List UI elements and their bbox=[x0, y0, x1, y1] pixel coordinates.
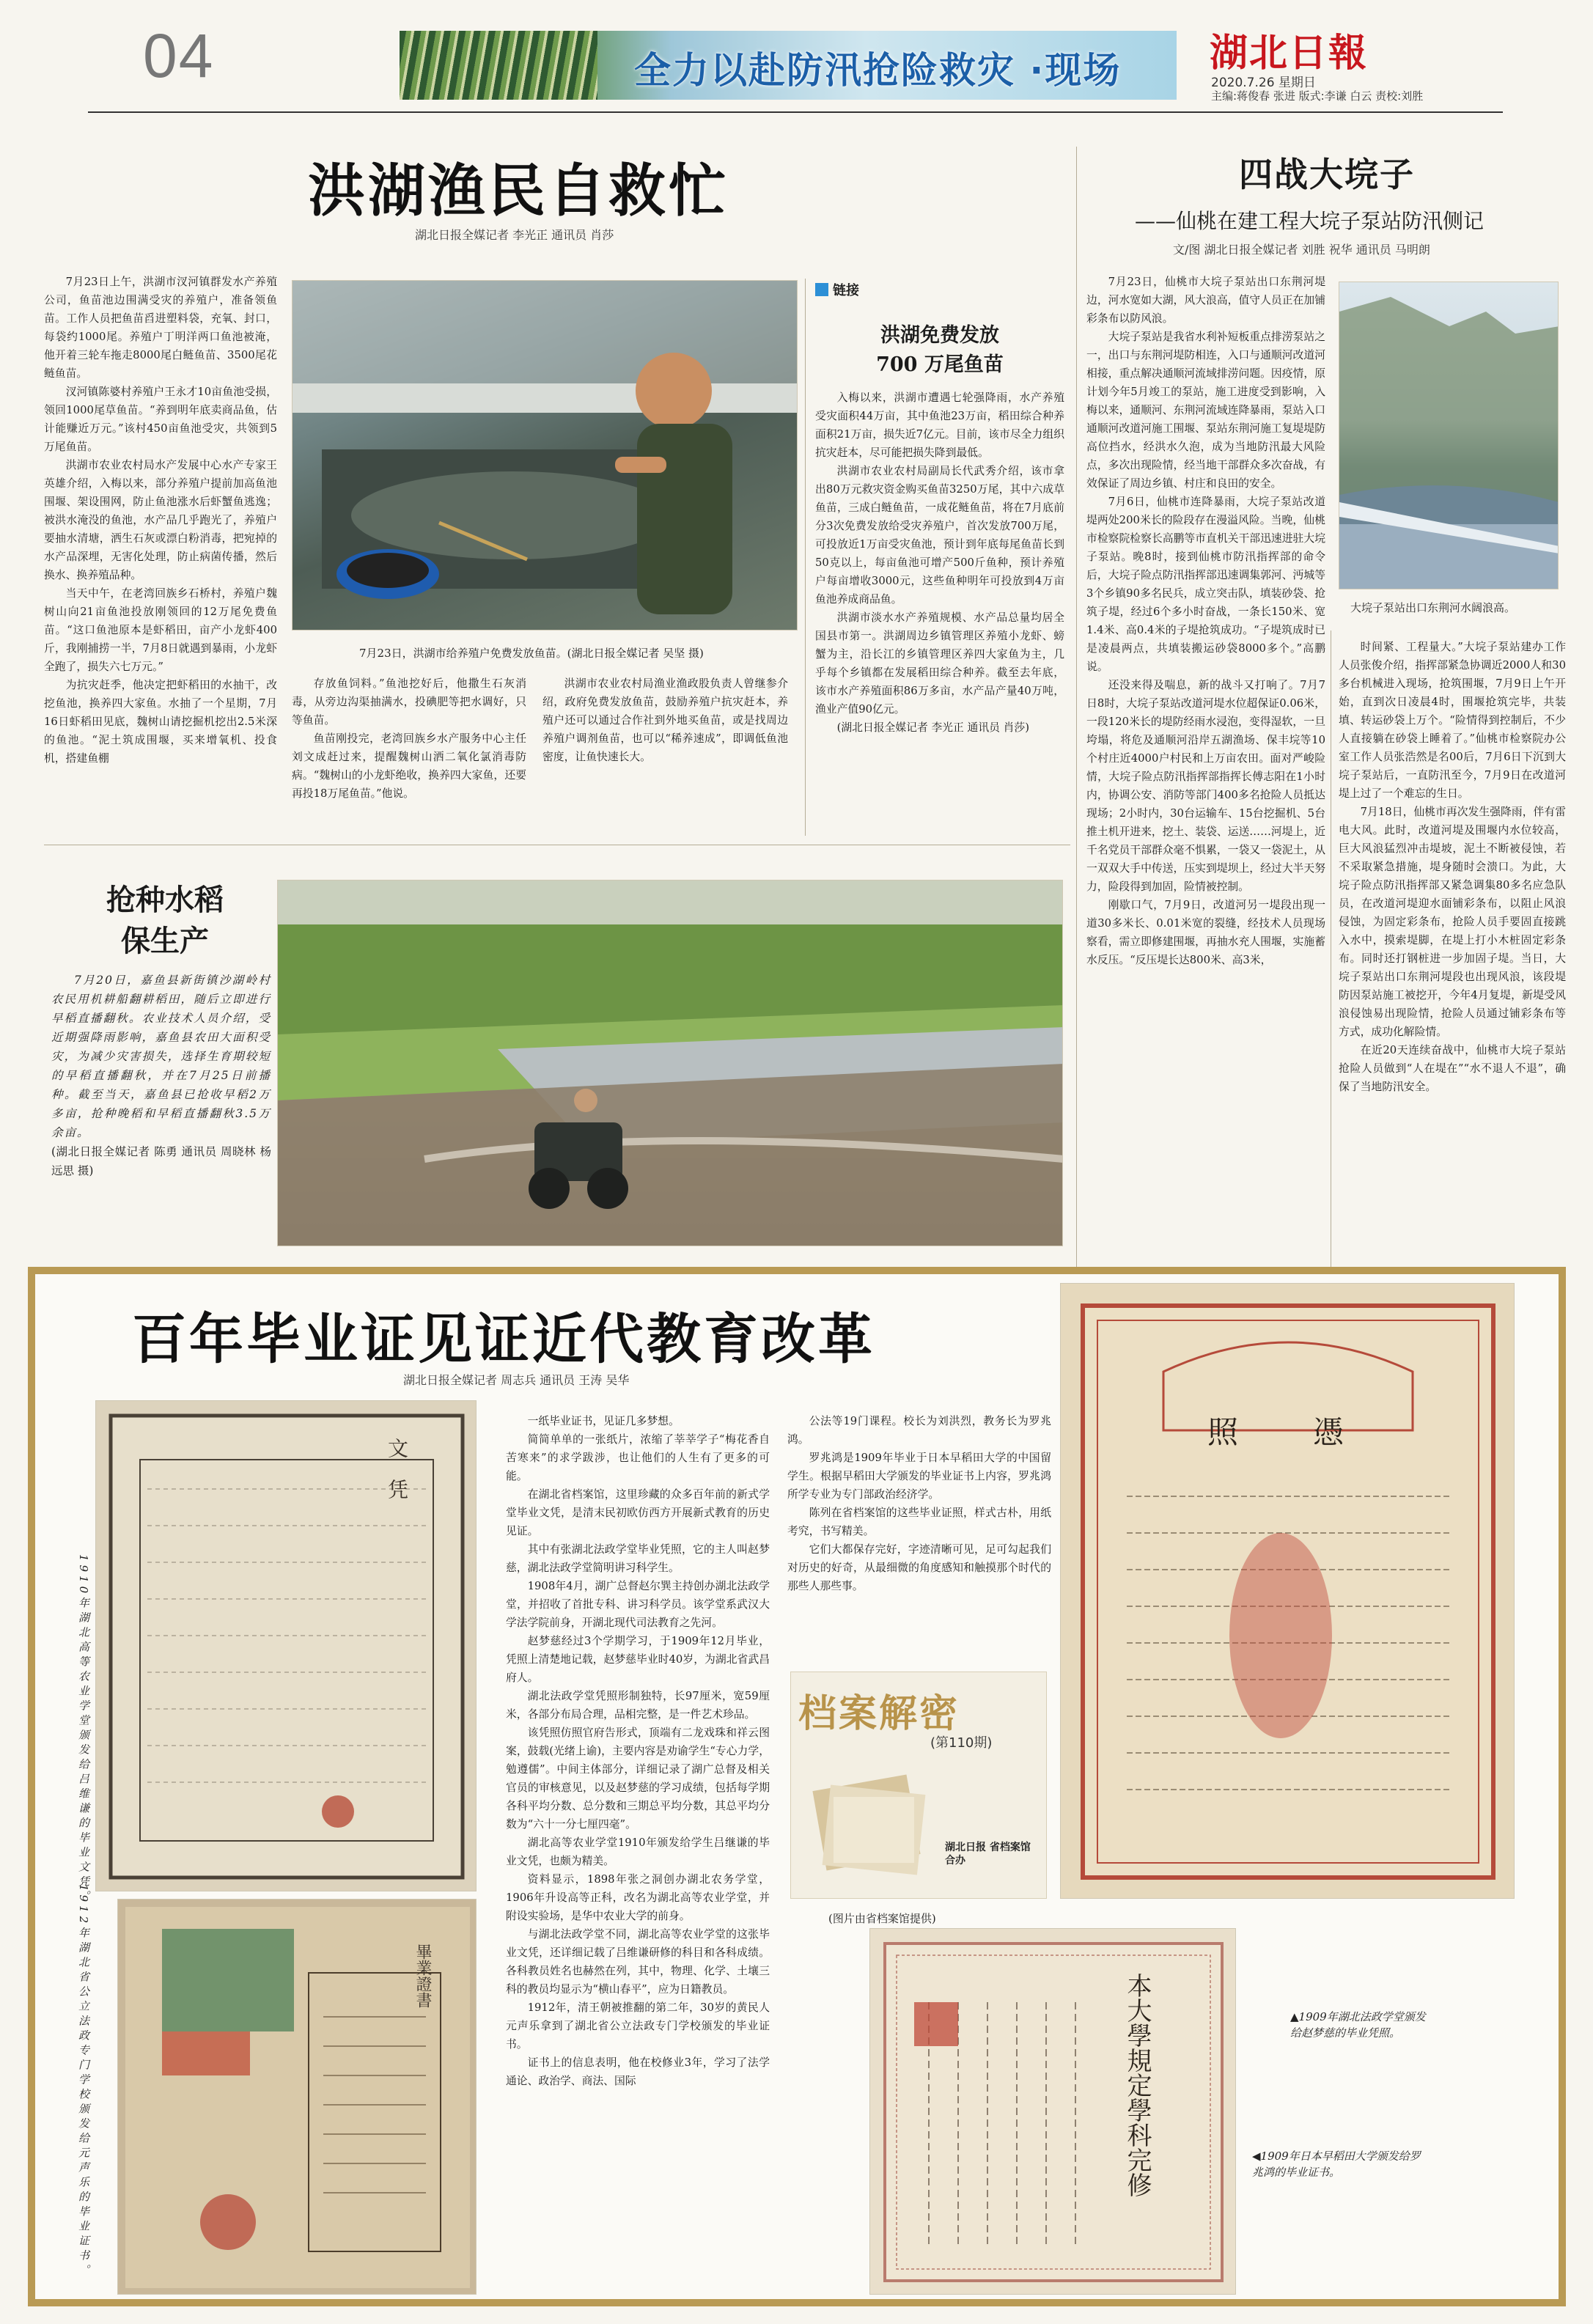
banner-title: 全力以赴防汛抢险救灾 ·现场 bbox=[634, 49, 1122, 92]
pumping-station-photo-caption: 大垸子泵站出口东荆河水阔浪高。 bbox=[1350, 601, 1516, 614]
caption-1912-diploma: 1912年湖北省公立法政专门学校颁发给元声乐的毕业证书。 bbox=[77, 1884, 90, 2279]
sidebar-tag bbox=[815, 280, 859, 299]
banner bbox=[400, 31, 1177, 100]
archive-photo-credit: (图片由省档案馆提供) bbox=[828, 1912, 936, 1925]
story4-byline: 湖北日报全媒记者 周志兵 通讯员 王涛 吴华 bbox=[403, 1373, 630, 1387]
sidebar-headline: 洪湖免费发放 700 万尾鱼苗 bbox=[876, 324, 1004, 376]
story2-col2: 时间紧、工程量大。”大垸子泵站建办工作人员张俊介绍，指挥部紧急协调近2000人和30多台机械进入现场，抢筑围堰，7月9日上午开始，直到次日凌晨4时，围堰抢筑完毕，共装填、转运砂袋上万个。“险情得到控制后，不少人直接躺在砂袋上睡着了。”仙桃市检察院办公室工作人员张浩然是名00后，7月6日下沉到大垸子泵站后，一直防汛至今，7月9日在改道河堤上过了一个难忘的生日。 7月18日，仙桃市再次发生强降雨，伴有雷电大风。此时，改道河堤及围堰内水位较高，巨大风浪猛烈冲击堤坡，泥土不断被侵蚀，若不采取紧急措施，堤身随时会溃口。为此，大垸子险点防汛指挥部又紧急调集80多名应急队员，在改道河堤迎水面铺彩条布，以阻止风浪侵蚀，为固定彩条布，抢险人员手要固直接跳入水中，摸索堤脚，在堤上打小木桩固定彩条布。同时还打钢桩进一步加固子堤。当日，大垸子泵站出口东荆河堤段也出现风浪，该段堤防因泵站施工被挖开，今年4月复堤，新堤受风浪侵蚀易出现险情，抢险人员通过铺彩条布等方式，成功化解险情。 在近20天连续奋战中，仙桃市大垸子泵站抢险人员做到“人在堤在”“水不退人不退”，确保了当地防汛安全。 bbox=[1339, 641, 1566, 1093]
certificate-1909-photo bbox=[1060, 1283, 1515, 1899]
sidebar-tag-square-icon bbox=[815, 283, 828, 296]
fish-fry-photo-caption: 7月23日，洪湖市给养殖户免费发放鱼苗。(湖北日报全媒记者 吴坚 摄) bbox=[359, 647, 704, 660]
issue-date: 2020.7.26 星期日 bbox=[1211, 76, 1316, 90]
archive-badge bbox=[790, 1672, 1047, 1899]
caption-1910-diploma: 1910年湖北高等农业学堂颁发给吕维谦的毕业文凭。 bbox=[77, 1554, 90, 1905]
story3-headline: 抢种水稻 保生产 bbox=[106, 883, 224, 958]
waseda-diploma-art bbox=[870, 1929, 1236, 2295]
pumping-station-photo-art bbox=[1339, 282, 1559, 589]
caption-1909-certificate: ▲1909年湖北法政学堂颁发给赵梦慈的毕业凭照。 bbox=[1290, 2010, 1426, 2040]
sidebar-tag-label: 链接 bbox=[833, 283, 859, 298]
archive-badge-title: 档案解密 bbox=[798, 1691, 960, 1736]
diploma-1910-art bbox=[96, 1401, 477, 1891]
certificate-1909-heading: 照 憑 bbox=[1207, 1414, 1366, 1450]
story1-headline: 洪湖渔民自救忙 bbox=[308, 158, 729, 224]
story1-col1: 7月23日上午，洪湖市汊河镇群发水产养殖公司，鱼苗池边围满受灾的养殖户，准备领鱼苗。工作人员把鱼苗舀进塑料袋，充氧、封口，每袋约1000尾。养殖户丁明洋两口鱼池被淹，他开着三轮车拖走8000尾白鲢鱼苗、3500尾花鲢鱼苗。 汊河镇陈婆村养殖户王永才10亩鱼池受损，领回1000尾草鱼苗。“养到明年底卖商品鱼，估计能赚近万元。”该村450亩鱼池受灾，共领到5万尾鱼苗。 洪湖市农业农村局水产发展中心水产专家王英雄介绍，入梅以来，部分养殖户提前加高鱼池围堰、架设围网，防止鱼池涨水后虾蟹鱼逃逸；被洪水淹没的鱼池，水产品几乎跑光了，养殖户要抽水清塘，洒生石灰或漂白粉消毒，把宛掉的水产品深埋，无害化处理，防止病菌传播，然后换水、换养殖品种。 当天中午，在老湾回族乡石桥村，养殖户魏树山向21亩鱼池投放刚领回的12万尾免费鱼苗。“这口鱼池原本是虾稻田，亩产小龙虾400斤，我刚捕捞一半，7月8日就遇到暴雨，小龙虾全跑了，损失六七万元。” 为抗灾赶季，他决定把虾稻田的水抽干，改挖鱼池，换养四大家鱼。水抽了一个星期，7月16日虾稻田见底，魏树山请挖掘机挖出2.5米深的鱼池。“泥土筑成围堰，买来增氧机、投食机，搭建鱼棚 bbox=[44, 276, 277, 765]
waseda-diploma-heading: 本大學規定學科完修 bbox=[1122, 1973, 1152, 2197]
pumping-station-photo bbox=[1339, 282, 1559, 589]
diploma-1912-photo bbox=[117, 1899, 477, 2295]
fish-fry-photo bbox=[292, 280, 798, 630]
archive-badge-sub: 湖北日报 省档案馆 合办 bbox=[945, 1842, 1031, 1867]
banner-photo bbox=[400, 31, 597, 100]
diploma-1910-photo bbox=[95, 1400, 477, 1891]
caption-waseda-diploma: ◀1909年日本早稻田大学颁发给罗兆鸿的毕业证书。 bbox=[1252, 2150, 1421, 2179]
page-number: 04 bbox=[143, 21, 215, 90]
story2-col1: 7月23日，仙桃市大垸子泵站出口东荆河堤边，河水宽如大湖，风大浪高，值守人员正在加铺彩条布以防风浪。 大垸子泵站是我省水利补短板重点排涝泵站之一，出口与东荆河堤防相连，入口与通顺河改道河相接，重点解决通顺河流域排涝问题。因疫情，原计划今年5月竣工的泵站，施工进度受到影响，入梅以来，通顺河、东荆河流域连降暴雨，泵站入口通顺河改道河施工围堰、泵站东荆河施工复堤堤防高位挡水，经洪水久泡，成为当地防汛最大风险点，多次出现险情，经当地干部群众多次奋战，有效保证了周边乡镇、村庄和良田的安全。 7月6日，仙桃市连降暴雨，大垸子泵站改道堤两处200米长的险段存在漫溢风险。当晚，仙桃市检察院检察长高鹏等市直机关干部迅速进驻大垸子泵站。晚8时，接到仙桃市防汛指挥部的命令后，大垸子险点防汛指挥部迅速调集郭河、沔城等3个乡镇90多名民兵，成立突击队，填装砂袋、抢筑子堤，经过6个多小时奋战，一条长150米、宽1.4米、高0.4米的子堤抢筑成功。“子堤筑成时已是凌晨两点，共填装搬运砂袋8000多个。”高鹏说。 还没来得及喘息，新的战斗又打响了。7月7日8时，大垸子泵站改道河堤水位超保证0.06米，一段120米长的堤防经雨水浸泡，变得湿软，一旦垮塌，将危及通顺河沿岸五湖渔场、保丰垸等10个村庄近4000户村民和上万亩农田。面对严峻险情，大垸子险点防汛指挥部指挥长傅志阳在1小时内，协调公安、消防等部门400多名抢险人员抵达现场；2小时内，30台运输车、15台挖掘机、5台推土机开进来，挖土、装袋、运送……河堤上，近千名党员干部群众毫不惧累，一袋又一袋泥土，从一双双大手中传送，压实到堤坝上，经过大半天努力，险段得到加固，险情被控制。 刚歇口气，7月9日，改道河另一堤段出现一道30多米长、0.01米宽的裂缝，经技术人员现场察看，需立即修建围堰，再抽水充人围堰，实施蓄水反压。“反压堤长达800米、高3米， bbox=[1086, 276, 1325, 966]
newspaper-logo: 湖北日報 bbox=[1210, 31, 1369, 76]
archive-badge-issue: (第110期) bbox=[930, 1735, 993, 1751]
waseda-diploma-photo bbox=[869, 1928, 1236, 2295]
rice-field-photo-art bbox=[278, 880, 1063, 1246]
story4-col2: 公法等19门课程。校长为刘洪烈，教务长为罗兆鸿。 罗兆鸿是1909年毕业于日本早稻田大学的中国留学生。根据早稻田大学颁发的毕业证书上内容，罗兆鸿所学专业为专门部政治经济学。 陈列在省档案馆的这些毕业证照，样式古朴，用纸考究，书写精美。 它们大都保存完好，字迹清晰可见，足可勾起我们对历史的好奇，从最细微的角度感知和触摸那个时代的那些人那些事。 bbox=[787, 1415, 1051, 1592]
story1-byline: 湖北日报全媒记者 李光正 通讯员 肖莎 bbox=[415, 228, 614, 242]
sidebar-body: 入梅以来，洪湖市遭遇七轮强降雨，水产养殖受灾面积44万亩，其中鱼池23万亩，稻田综合种养面积21万亩，损失近7亿元。目前，该市尽全力组织抗灾赶本，尽可能把损失降到最低。 洪湖市农业农村局副局长代武秀介绍，该市拿出80万元救灾资金购买鱼苗3250万尾，其中六成草鱼苗，三成白鲢鱼苗，一成花鲢鱼苗，将在7月底前分3次免费发放给受灾养殖户，首次发放700万尾，可投放近1万亩受灾鱼池，预计到年底每尾鱼苗长到50克以上，每亩鱼池可增产500斤鱼种，预计养殖户每亩增收3000元，这些鱼种明年可投放到4万亩鱼池养成商品鱼。 洪湖市淡水水产养殖规模、水产品总量均居全国县市第一。洪湖周边乡镇管理区养殖小龙虾、螃蟹为主，沿长江的乡镇管理区养四大家鱼为主，几乎每个乡镇都在发展稻田综合种养。截至去年底，该市水产养殖面积86万多亩，水产品产量40万吨，渔业产值90亿元。 (湖北日报全媒记者 李光正 通讯员 肖莎) bbox=[815, 391, 1064, 734]
story2-byline: 文/图 湖北日报全媒记者 刘胜 祝华 通讯员 马明朗 bbox=[1173, 243, 1430, 257]
diploma-1912-heading: 畢業證書 bbox=[413, 1944, 432, 2008]
story2-subtitle: ——仙桃在建工程大垸子泵站防汛侧记 bbox=[1135, 209, 1485, 233]
story2-headline: 四战大垸子 bbox=[1239, 155, 1415, 194]
certificate-1909-art bbox=[1061, 1284, 1515, 1899]
story4-col1: 一纸毕业证书，见证几多梦想。 简简单单的一张纸片，浓缩了莘莘学子“梅花香自苦寒来”的求学跋涉，也让他们的人生有了更多的可能。 在湖北省档案馆，这里珍藏的众多百年前的新式学堂毕业文凭，是清末民初欧仿西方开展新式教育的历史见证。 其中有张湖北法政学堂毕业凭照，它的主人叫赵梦慈，湖北法政学堂简明讲习科学生。 1908年4月，湖广总督赵尔巽主持创办湖北法政学堂，并招收了首批专科、讲习科学员。该学堂系武汉大学法学院前身，开湖北现代司法教育之先河。 赵梦慈经过3个学期学习，于1909年12月毕业，凭照上清楚地记载，赵梦慈毕业时40岁，为湖北省武昌府人。 湖北法政学堂凭照形制独特，长97厘米，宽59厘米，各部分布局合理，品相完整，是一件艺术珍品。 该凭照仿照官府告形式，顶端有二龙戏珠和祥云图案，鼓载(光绪上谕)，主要内容是劝谕学生“专心力学，勉遵儒”。中间主体部分，详细记录了湖广总督及相关官员的审核意见，以及赵梦慈的学习成绩，包括每学期各科平均分数、总分数和三期总平均分数，其总平均分数为“六十一分七厘四毫”。 湖北高等农业学堂1910年颁发给学生吕继谦的毕业文凭，也颇为精美。 资料显示，1898年张之洞创办湖北农务学堂，1906年升设高等正科，改名为湖北高等农业学堂，并附设实验场，是华中农业大学的前身。 与湖北法政学堂不同，湖北高等农业学堂的这张毕业文凭，还详细记载了吕维谦研修的科目和各科成绩。各科教员姓名也赫然在列，其中，物理、化学、土壤三科的教员均显示为“横山春平”，应为日籍教员。 1912年，清王朝被推翻的第二年，30岁的黄民人元声乐拿到了湖北省公立法政专门学校颁发的毕业证书。 证书上的信息表明，他在校修业3年，学习了法学通论、政治学、商法、国际 bbox=[506, 1415, 770, 2087]
diploma-1910-heading: 文 凭 bbox=[385, 1438, 409, 1499]
story1-col3: 洪湖市农业农村局渔业渔政股负责人曾继参介绍，政府免费发放鱼苗，鼓励养殖户抗灾赶本，养殖户还可以通过合作社到外地买鱼苗，或是找周边养殖户调剂鱼苗，也可以“稀养速成”，即调低鱼池密度，让鱼快速长大。 bbox=[542, 677, 788, 763]
archive-documents-icon bbox=[804, 1760, 936, 1885]
story1-col2: 存放鱼饲料。”鱼池挖好后，他撒生石灰消毒，从旁边沟渠抽满水，投碘肥等把水调好，只等鱼苗。 鱼苗刚投完，老湾回族乡水产服务中心主任刘文成赶过来，提醒魏树山洒二氧化氯消毒防病。“魏树山的小龙虾绝收，换养四大家鱼，还要再投18万尾鱼苗。”他说。 bbox=[292, 677, 526, 800]
rice-field-photo bbox=[277, 880, 1063, 1246]
story3-body: 7月20日，嘉鱼县新街镇沙湖岭村农民用机耕船翻耕稻田，随后立即进行早稻直播翻秋。农业技术人员介绍，受近期强降雨影响，嘉鱼县农田大面积受灾，为减少灾害损失，选择生育期较短的早稻直播翻秋，并在7月25日前播种。截至当天，嘉鱼县已抢收早稻2万多亩，抢种晚稻和早稻直播翻秋3.5万余亩。 (湖北日报全媒记者 陈勇 通讯员 周晓林 杨远思 摄) bbox=[51, 974, 271, 1177]
fish-fry-photo-art bbox=[293, 281, 798, 630]
story4-headline: 百年毕业证见证近代教育改革 bbox=[132, 1308, 875, 1371]
editors: 主编:蒋俊春 张进 版式:李谦 白云 责校:刘胜 bbox=[1211, 89, 1424, 103]
